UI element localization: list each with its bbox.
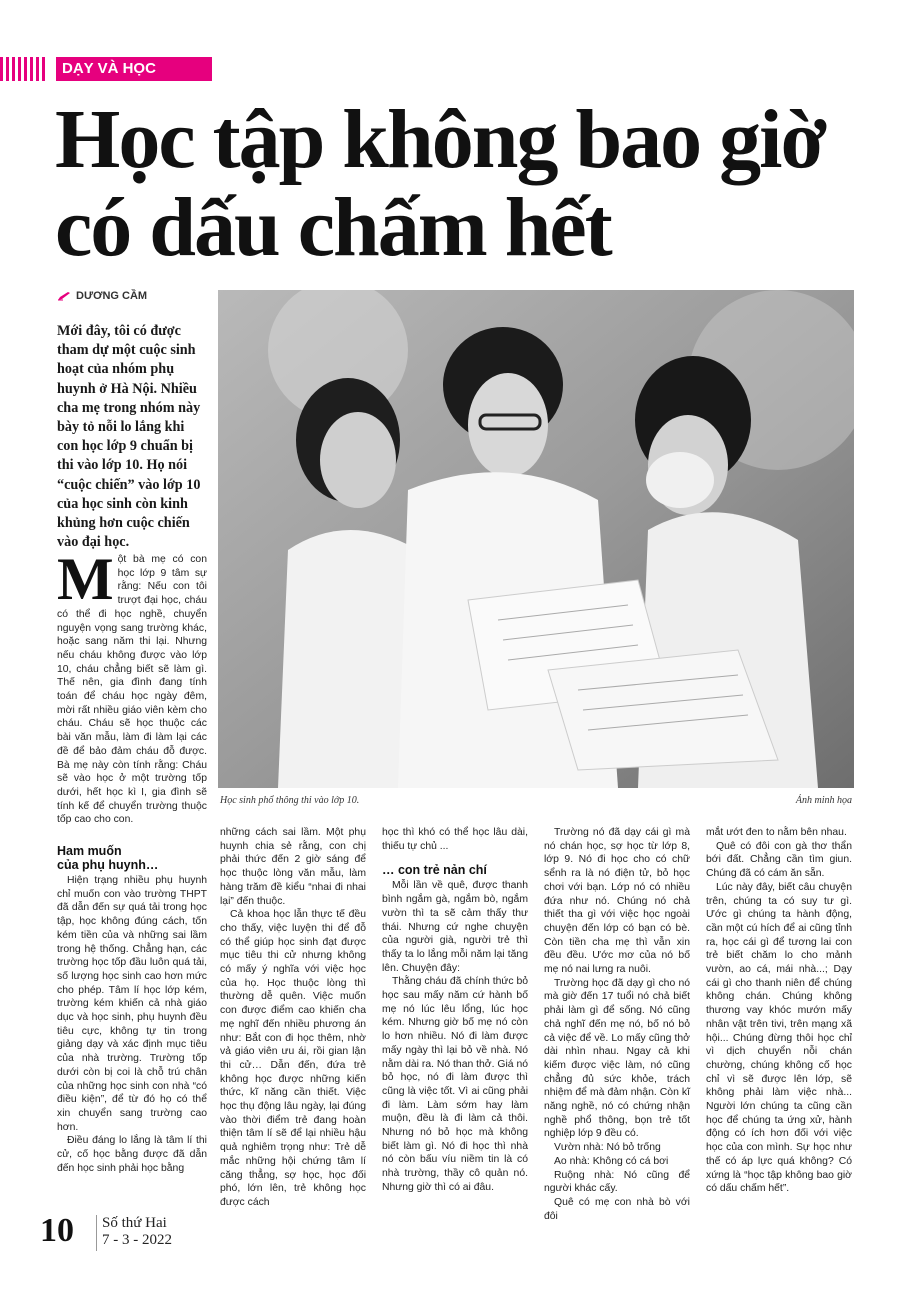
paragraph: Ruộng nhà: Nó cũng để người khác cấy.	[544, 1169, 690, 1195]
section-tag: DẠY VÀ HỌC	[56, 57, 212, 81]
paragraph: Lúc này đây, biết câu chuyện trên, chúng ta có suy tư gì. Ước gì chúng ta hành động, cần một cú hích để ai cũng tỉnh ra, học cái gì để tương lai con trẻ biết chăm lo cho mảnh vườn, ao cá, mái nhà...; Dạy cái gì cho thanh niên để chúng không chán. Chúng không thương vay khóc mướn mấy nhân vật trên tivi, trên mạng xã hội... Chúng đừng thôi học chỉ vì dịch chuyển nỗi chán chường, chúng không cố học chỉ vì sẽ được lên lớp, sẽ không phải làm việc nhà... Người lớn chúng ta cũng cần học để chúng ta ứng xử, hành động có ích hơn đối với việc học của con mình. Sự học như thế có áp lực quá không? Có xứng là “học tập không bao giờ có dấu chấm hết”.	[706, 881, 852, 1195]
subheading-1-line-2: của phụ huynh…	[57, 858, 159, 872]
paragraph: Quê có mẹ con nhà bò với đôi	[544, 1196, 690, 1222]
intro-paragraph	[57, 546, 207, 827]
dropcap: M	[57, 546, 114, 612]
author-name: DƯƠNG CẦM	[76, 290, 148, 302]
footer-divider	[96, 1215, 97, 1251]
intro-text: ột bà mẹ có con học lớp 9 tâm sự rằng: Nếu con tôi trượt đại học, cháu có thể đi học nghề, chuyển nguyện vọng sang trường khác, hoặc sang năm thi lại. Nhưng nếu cháu không được vào lớp 10, cháu chẳng biết sẽ làm gì. Thế nên, gia đình đang tính toán để cháu học ngày đêm, mời rất nhiều giáo viên kèm cho cháu. Cháu sẽ học thuộc các bài văn mẫu, làm đi làm lại các đề để bảo đảm cháu đỗ được. Bà mẹ này còn tính rằng: Cháu sẽ vào học ở một trường tốp dưới, hết học kì I, gia đình sẽ tính kế để chuyển trường thuộc tốp cao cho con.	[57, 554, 207, 826]
photo-illustration	[218, 290, 854, 788]
subheading-2: … con trẻ nản chí	[382, 863, 487, 878]
page-title	[55, 93, 895, 274]
photo-caption: Học sinh phổ thông thi vào lớp 10.	[220, 795, 360, 806]
paragraph: học thì khó có thể học lâu dài, thiếu tự chủ ...	[382, 827, 528, 852]
lead-paragraph: Mới đây, tôi có được tham dự một cuộc sinh hoạt của nhóm phụ huynh ở Hà Nội. Nhiều cha mẹ trong nhóm này bày tỏ nỗi lo lắng khi con học lớp 9 chuẩn bị thi vào lớp 10. Họ nói “cuộc chiến” vào lớp 10 của học sinh còn kinh khủng hơn cuộc chiến vào đại học.	[57, 323, 201, 551]
headline-line-1: Học tập không bao giờ	[55, 93, 826, 186]
paragraph: Trường nó đã dạy cái gì mà nó chán học, sợ học từ lớp 8, lớp 9. Nó đi học cho có chữ sểnh ra là nó điện tử, bỏ học chơi với bạn. Lớp nó có nhiều đứa như nó. Chúng nó chả thiết tha gì với việc học ngoài chuyện đến lớp có bạn có bè. Còn tiền cha mẹ thì vẫn xin đều đều. Ước mơ của nó bố mẹ nó nai lưng ra nuôi.	[544, 827, 690, 976]
paragraph: những cách sai lầm. Một phụ huynh chia sẻ rằng, con chị phải thức đến 2 giờ sáng để học thuộc lòng văn mẫu, làm hàng trăm đề kiểu “nhai đi nhai lại” đến thuộc.	[220, 827, 366, 907]
column-3	[382, 826, 528, 1195]
paragraph: Hiện trạng nhiều phụ huynh chỉ muốn con vào trường THPT đã dẫn đến sự quá tải trong học tập, học không đúng cách, tốn kém tiền của và những sai lầm trong hệ thống. Chẳng hạn, các trường học tốp đầu luôn quá tải, số lượng học sinh cao hơn mức cho phép. Tâm lí học lớp kém, trường kém khiến cả nhà giáo dục và học sinh, phụ huynh đều tiêu cực, không tự tin trong giảng dạy và xác định mục tiêu của nhà trường. Trường tốp dưới còn bị coi là chỗ trú chân của những học sinh con nhà “có điều kiện”, để từ đó họ có thể xin chuyển sang trường cao hơn.	[57, 875, 207, 1133]
issue-info	[102, 1215, 172, 1249]
photo-credit: Ảnh minh họa	[795, 795, 852, 806]
column-1	[57, 840, 207, 1175]
paragraph: mắt ướt đen to nằm bên nhau.	[706, 827, 847, 838]
paragraph: Mỗi lần về quê, được thanh bình ngắm gà, ngắm bò, ngắm vườn thì ta sẽ cảm thấy thư thái. Nhưng cứ nghe chuyện của người già, người trẻ thì thấy ta lo lắng mỗi năm lại tăng lên. Chuyện đây:	[382, 880, 528, 974]
column-2	[220, 826, 366, 1210]
column-4	[544, 826, 690, 1223]
paragraph: Điều đáng lo lắng là tâm lí thi cử, cố học bằng được đã dẫn đến học sinh phải học bằng	[57, 1135, 207, 1174]
subheading-1-line-1: Ham muốn	[57, 844, 122, 858]
subheading-1	[57, 844, 207, 872]
byline	[57, 289, 147, 303]
pen-icon	[57, 291, 71, 301]
column-5	[706, 826, 852, 1196]
page-number: 10	[40, 1212, 74, 1249]
paragraph: Quê có đôi con gà thơ thẩn bới đất. Chẳng cần tìm giun. Chúng đã có cám ăn sẵn.	[706, 840, 852, 880]
paragraph: Cả khoa học lẫn thực tế đều cho thấy, việc luyện thi để đỗ có thể giúp học sinh đạt được mục tiêu thi cử nhưng không có mấy ý nghĩa với việc học của họ. Học thuộc lòng thì thường dễ quên. Việc muốn con được điểm cao khiến cha mẹ nghĩ đến nhiều phương án như: Bắt con đi học thêm, nhờ vả giáo viên ưu ái, rồi gian lận thi cử… Dẫn đến, đứa trẻ không học được những kiến thức, kĩ năng cần thiết. Việc học thụ động lâu ngày, lại đúng vào thời điểm trẻ đang hoàn thiện tâm lí sẽ để lại nhiều hậu quả nghiêm trọng như: Trẻ dễ mắc những hội chứng tâm lí căng thẳng, sợ học, học đối phó, lớn lên, trẻ không học được cách	[220, 909, 366, 1208]
paragraph: Trường học đã dạy gì cho nó mà giờ đến 17 tuổi nó chả biết phải làm gì để sống. Nó cũng chả nghĩ đến mẹ nó, bố nó bỏ cả việc để về. Lo mấy cũng thở dài nhìn nhau. Ngay cả khi kiếm được việc làm, nó cũng chẳng đủ sức khỏe, trách nhiệm để mà đảm nhận. Còn kĩ năng nghề, nó có chứng nhận nghề phổ thông, bọn trẻ tốt nghiệp lớp 9 đều có.	[544, 977, 690, 1140]
section-tag-stripes	[0, 57, 56, 81]
paragraph: Vườn nhà: Nó bỏ trống	[554, 1142, 661, 1154]
headline-line-2: có dấu chấm hết	[55, 181, 611, 274]
issue-date: 7 - 3 - 2022	[102, 1232, 172, 1248]
article-photo	[218, 290, 854, 788]
paragraph: Ao nhà: Không có cá bơi	[554, 1155, 669, 1167]
paragraph: Thằng cháu đã chính thức bỏ học sau mấy năm cứ hành bố mẹ nó lúc lêu lổng, lúc học kém. Nhưng giờ bố mẹ nó còn lo hơn nhiều. Nó đi làm được mấy ngày thì lại bỏ về nhà. Nó nằm dài ra. Nó than thở. Giá nó bỏ học, nó đi làm được thì cũng là việc tốt. Vì ai cũng phải đi làm. Làm sớm hay làm muộn, đều là đi làm cả thôi. Nhưng nó bỏ học mà không biết làm gì. Nó đi học thì nhà nó còn bấu víu niềm tin là có nhà trường, thầy cô quản nó. Nhưng giờ thì có ai đâu.	[382, 976, 529, 1193]
issue-name: Số thứ Hai	[102, 1215, 167, 1231]
